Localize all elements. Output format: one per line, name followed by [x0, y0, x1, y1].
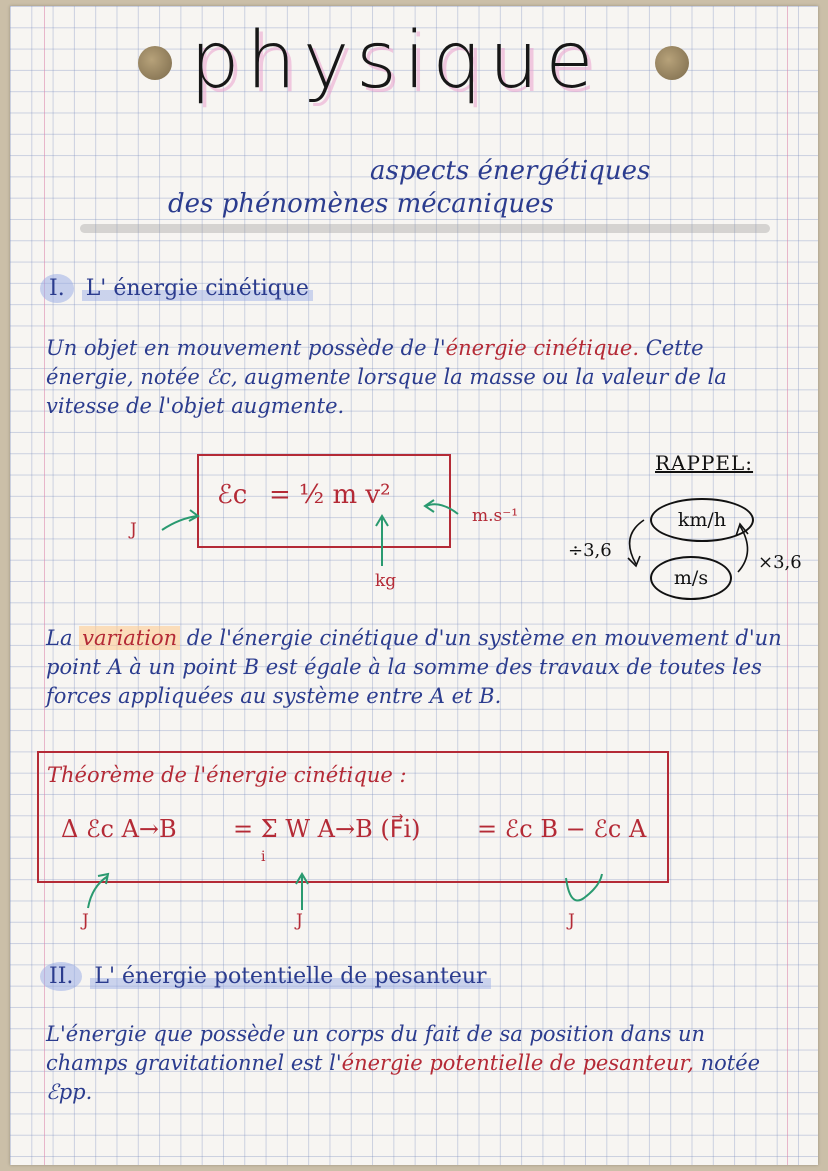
section2-text-end: notée ℰpp.: [46, 1051, 761, 1104]
subtitle-line-1: aspects énergétiques: [370, 156, 651, 186]
section-2-heading: [40, 962, 491, 991]
rappel-multiply-op: ×3,6: [758, 552, 802, 573]
title-divider: [80, 224, 770, 233]
formula-unit-speed: m.s⁻¹: [472, 506, 519, 526]
para2-term: variation: [79, 626, 180, 650]
theorem-rhs: = ℰc B − ℰc A: [477, 815, 647, 843]
section-1-heading: [40, 274, 313, 303]
page-title: physique: [190, 16, 601, 106]
rappel-conversion-arrows: [610, 506, 770, 586]
para2-text-end: de l'énergie cinétique d'un système en mouvement d'un point A à un point B est égale à la somme des travaux de toutes les forces appliquées au système entre A et B.: [46, 626, 782, 708]
punch-hole-left: [138, 46, 172, 80]
punch-hole-right: [655, 46, 689, 80]
formula-lhs: ℰc: [217, 480, 248, 510]
rappel-kmh: km/h: [677, 509, 727, 531]
section2-text-start: L'énergie que possède un corps du fait de sa position dans un champs gravitationnel est l': [46, 1022, 705, 1075]
notebook-page: [10, 6, 818, 1165]
theorem-unit-arrows: [70, 868, 630, 928]
rappel-title: RAPPEL:: [655, 451, 754, 475]
theorem-box: [37, 751, 669, 883]
subtitle-line-2: des phénomènes mécaniques: [168, 189, 554, 219]
kinetic-energy-definition: [46, 334, 786, 421]
theorem-unit-1: J: [82, 911, 89, 931]
theorem-unit-3: J: [568, 911, 575, 931]
theorem-sum: = Σ W A→B (F⃗i): [233, 815, 421, 843]
formula-unit-arrows: [140, 496, 490, 586]
rappel-divide-op: ÷3,6: [568, 540, 612, 561]
formula-rhs: = ½ m v²: [269, 480, 391, 510]
rappel-ms: m/s: [673, 567, 709, 589]
section-2-title: L' énergie potentielle de pesanteur: [90, 964, 490, 989]
left-margin-line: [44, 6, 45, 1165]
right-margin-line: [787, 6, 788, 1165]
section-1-title: L' énergie cinétique: [82, 276, 313, 301]
kinetic-energy-variation-text: [46, 624, 786, 711]
theorem-lhs: Δ ℰc A→B: [61, 815, 177, 843]
formula-unit-energy: J: [130, 520, 137, 540]
para1-text-end: Cette énergie, notée ℰc, augmente lorsque la masse ou la valeur de la vitesse de l'objet augmente.: [46, 336, 727, 418]
section2-term: énergie potentielle de pesanteur,: [341, 1051, 694, 1075]
para1-text-start: Un objet en mouvement possède de l': [46, 336, 446, 360]
theorem-title: Théorème de l'énergie cinétique :: [47, 763, 407, 787]
theorem-sum-index: i: [261, 849, 266, 865]
section-1-number: I.: [40, 274, 74, 303]
formula-unit-mass: kg: [375, 571, 397, 591]
para2-text-start: La: [46, 626, 80, 650]
para1-term: énergie cinétique.: [445, 336, 640, 360]
theorem-unit-2: J: [296, 911, 303, 931]
potential-energy-definition: [46, 1020, 786, 1107]
section-2-number: II.: [40, 962, 82, 991]
